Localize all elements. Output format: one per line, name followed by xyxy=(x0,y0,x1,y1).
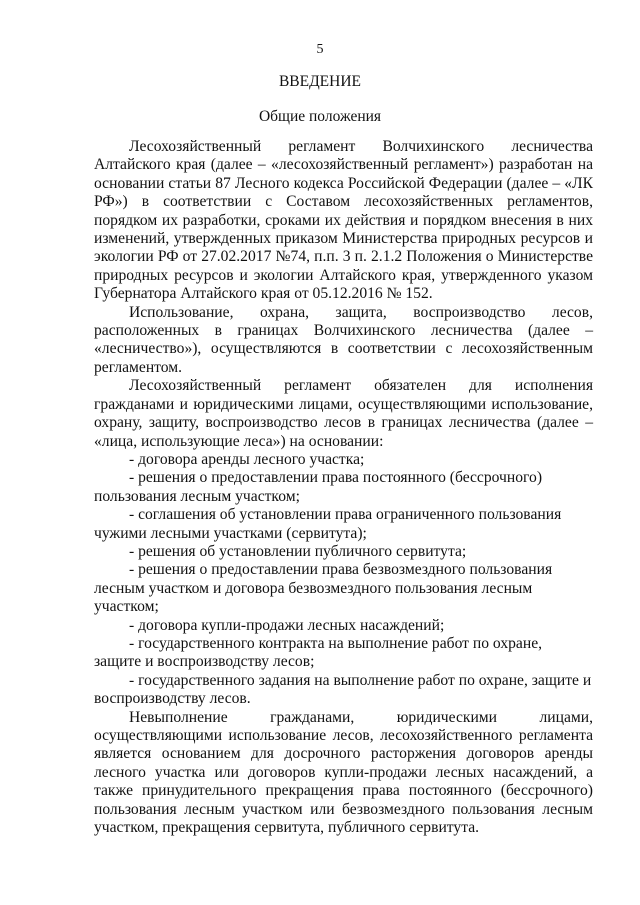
list-item: - государственного контракта на выполнение работ по охране, защите и воспроизводству лесов; xyxy=(94,634,543,671)
page-number: 5 xyxy=(316,42,324,57)
list-item: - решения об установлении публичного сервитута; xyxy=(129,542,467,560)
paragraph-consequences: Невыполнение гражданами, юридическими лицами, осуществляющими использование лесов, лесохозяйственного регламента является основанием для досрочного расторжения договоров аренды лесного участка или договоров купли-продажи лесных насаждений, а также принудительного прекращения права постоянного (бессрочного) пользования лесным участком или безвозмездного пользования лесным участком, прекращения сервитута, публичного сервитута. xyxy=(94,708,593,837)
paragraph-obligation: Лесохозяйственный регламент обязателен для исполнения гражданами и юридическими лицами, осуществляющими использование, охрану, защиту, воспроизводство лесов в границах лесничества (далее – «лица, использующие леса») на основании: xyxy=(94,377,593,450)
paragraph-usage: Использование, охрана, защита, воспроизводство лесов, расположенных в границах Волчихинского лесничества (далее – «лесничество»), осуществляются в соответствии с лесохозяйственным регламентом. xyxy=(94,303,593,376)
section-subtitle: Общие положения xyxy=(258,108,382,125)
list-item: - договора аренды лесного участка; xyxy=(129,450,365,468)
list-item: - решения о предоставлении права постоянного (бессрочного) пользования лесным участком; xyxy=(94,469,543,505)
list-item: - государственного задания на выполнение работ по охране, защите и воспроизводству лесов. xyxy=(94,671,592,708)
list-item: - решения о предоставлении права безвозмездного пользования лесным участком и договора безвозмездного пользования лесным участком; xyxy=(94,561,553,616)
list-item: - договора купли-продажи лесных насаждений; xyxy=(129,616,445,634)
document-body xyxy=(94,138,593,837)
list-item: - соглашения об установлении права ограниченного пользования чужими лесными участками (сервитута); xyxy=(94,506,562,542)
section-title: ВВЕДЕНИЕ xyxy=(278,73,362,90)
paragraph-intro: Лесохозяйственный регламент Волчихинского лесничества Алтайского края (далее – «лесохозяйственный регламент») разработан на основании статьи 87 Лесного кодекса Российской Федерации (далее – «ЛК РФ») в соответствии с Составом лесохозяйственных регламентов, порядком их разработки, сроками их действия и порядком внесения в них изменений, утвержденных приказом Министерства природных ресурсов и экологии РФ от 27.02.2017 №74, п.п. 3 п. 2.1.2 Положения о Министерстве природных ресурсов и экологии Алтайского края, утвержденного указом Губернатора Алтайского края от 05.12.2016 № 152. xyxy=(94,138,593,303)
